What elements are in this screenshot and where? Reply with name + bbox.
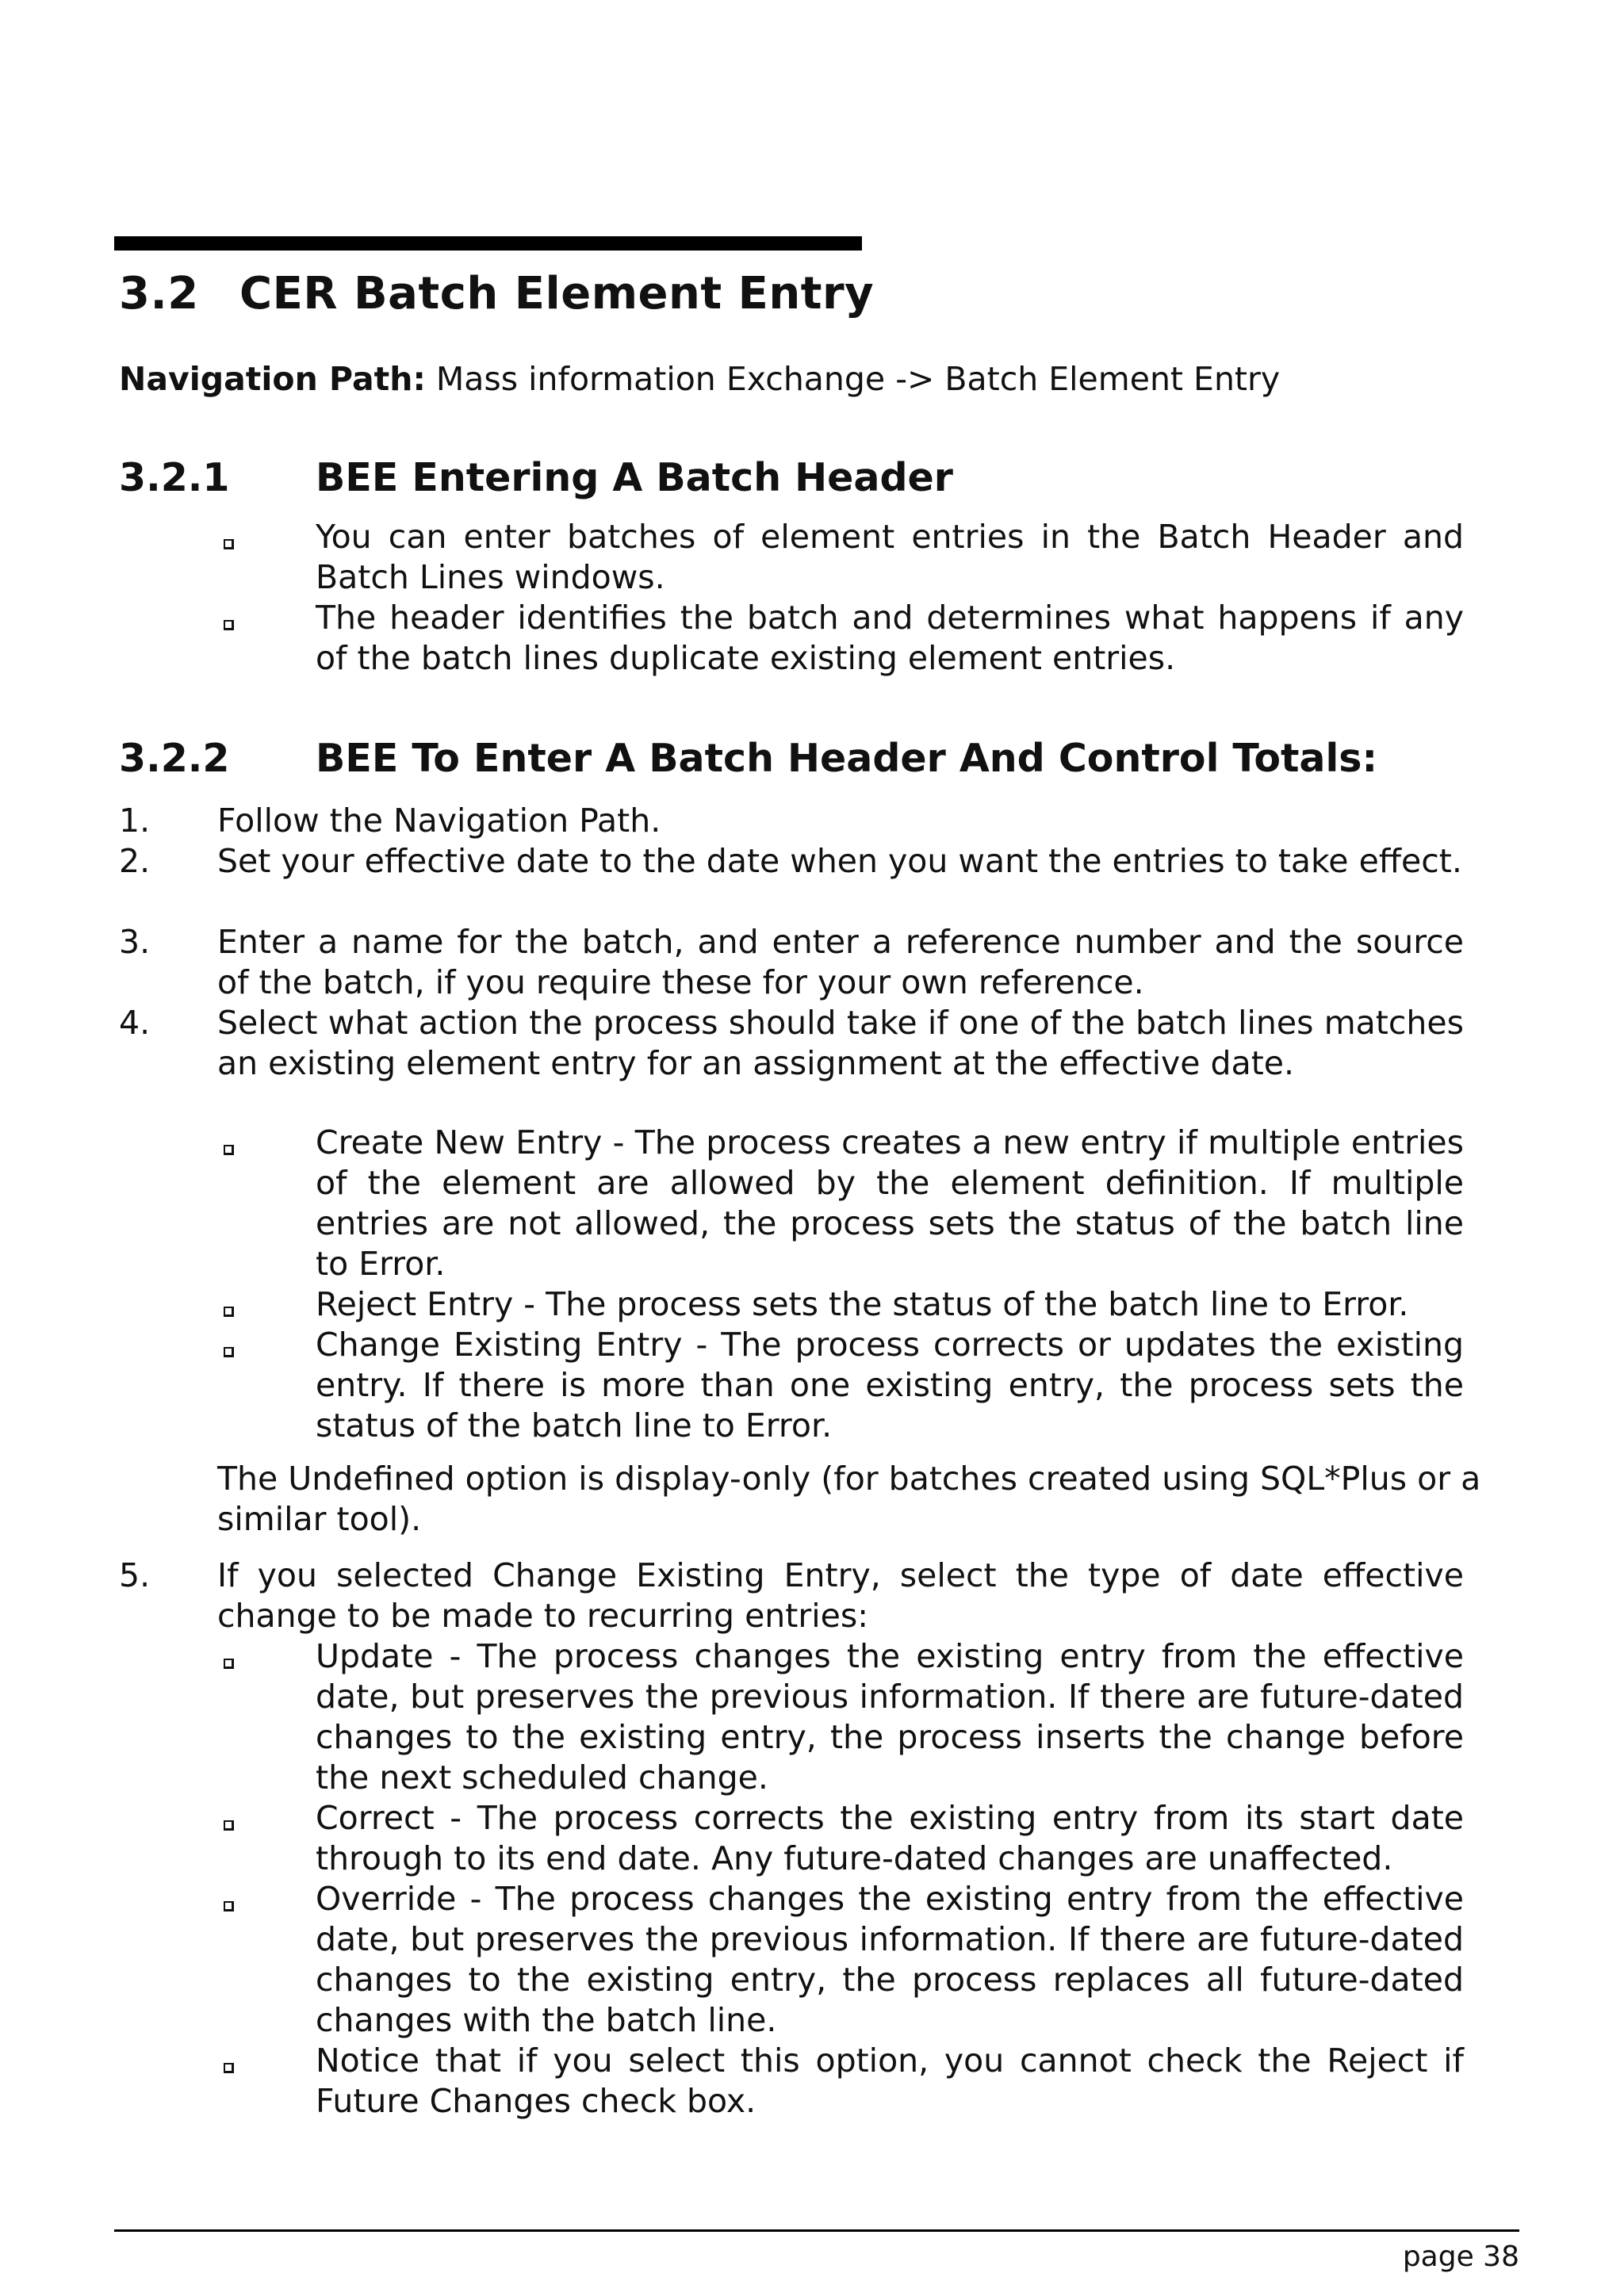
bullet-item: You can enter batches of element entries in the Batch Header and Batch Lines windows. [316, 518, 1464, 596]
page-number: page 38 [1402, 2241, 1519, 2273]
checkbox-bullet-icon [224, 1901, 234, 1911]
navigation-label: Navigation Path: [119, 360, 426, 398]
subsection-heading-2 [119, 736, 1377, 781]
undefined-option-note: The Undefined option is display-only (for batches created using SQL*Plus or a similar tool). [217, 1460, 1481, 1538]
subsection-number: 3.2.2 [119, 736, 230, 781]
section-title: CER Batch Element Entry [239, 268, 875, 320]
step-text: Follow the Navigation Path. [217, 802, 661, 840]
checkbox-bullet-icon [224, 1347, 234, 1357]
checkbox-bullet-icon [224, 1820, 234, 1831]
checkbox-bullet-icon [224, 1145, 234, 1155]
footer-rule [114, 2229, 1519, 2232]
section-heading [119, 268, 874, 320]
step-number: 1. [119, 802, 151, 840]
option-item: Create New Entry - The process creates a new entry if multiple entries of the element are allowed by the element definition. If multiple entries are not allowed, the process sets the status of the batch line to Error. [316, 1123, 1464, 1283]
option-item: Notice that if you select this option, you cannot check the Reject if Future Changes check box. [316, 2042, 1464, 2120]
step-text: Enter a name for the batch, and enter a reference number and the source of the batch, if you require these for your own reference. [217, 923, 1464, 1001]
option-item: Correct - The process corrects the existing entry from its start date through to its end date. Any future-dated changes are unaffected. [316, 1799, 1464, 1877]
subsection-title: BEE To Enter A Batch Header And Control Totals: [316, 736, 1378, 781]
option-item: Reject Entry - The process sets the status of the batch line to Error. [316, 1285, 1409, 1323]
navigation-path-text: Mass information Exchange -> Batch Element Entry [435, 360, 1281, 398]
subsection-number: 3.2.1 [119, 455, 230, 500]
step-number: 3. [119, 923, 151, 961]
subsection-heading-1 [119, 455, 953, 500]
checkbox-bullet-icon [224, 620, 234, 630]
step-number: 2. [119, 842, 151, 880]
checkbox-bullet-icon [224, 1659, 234, 1669]
option-item: Override - The process changes the existing entry from the effective date, but preserves the previous information. If there are future-dated changes to the existing entry, the process replaces all future-dated changes with the batch line. [316, 1880, 1464, 2039]
option-item: Change Existing Entry - The process corrects or updates the existing entry. If there is more than one existing entry, the process sets the status of the batch line to Error. [316, 1326, 1464, 1445]
subsection-title: BEE Entering A Batch Header [316, 455, 953, 500]
section-number: 3.2 [119, 268, 199, 320]
checkbox-bullet-icon [224, 539, 234, 549]
checkbox-bullet-icon [224, 1307, 234, 1317]
navigation-path [119, 360, 1280, 398]
checkbox-bullet-icon [224, 2063, 234, 2073]
step-text: Set your effective date to the date when you want the entries to take effect. [217, 842, 1462, 880]
step-number: 5. [119, 1556, 151, 1594]
step-text: If you selected Change Existing Entry, select the type of date effective change to be made to recurring entries: [217, 1556, 1464, 1635]
step-text: Select what action the process should take if one of the batch lines matches an existing element entry for an assignment at the effective date. [217, 1004, 1464, 1082]
option-item: Update - The process changes the existing entry from the effective date, but preserves the previous information. If there are future-dated changes to the existing entry, the process inserts the change before the next scheduled change. [316, 1637, 1464, 1797]
section-top-rule [114, 236, 862, 251]
step-number: 4. [119, 1004, 151, 1042]
bullet-item: The header identifies the batch and determines what happens if any of the batch lines duplicate existing element entries. [316, 599, 1464, 677]
